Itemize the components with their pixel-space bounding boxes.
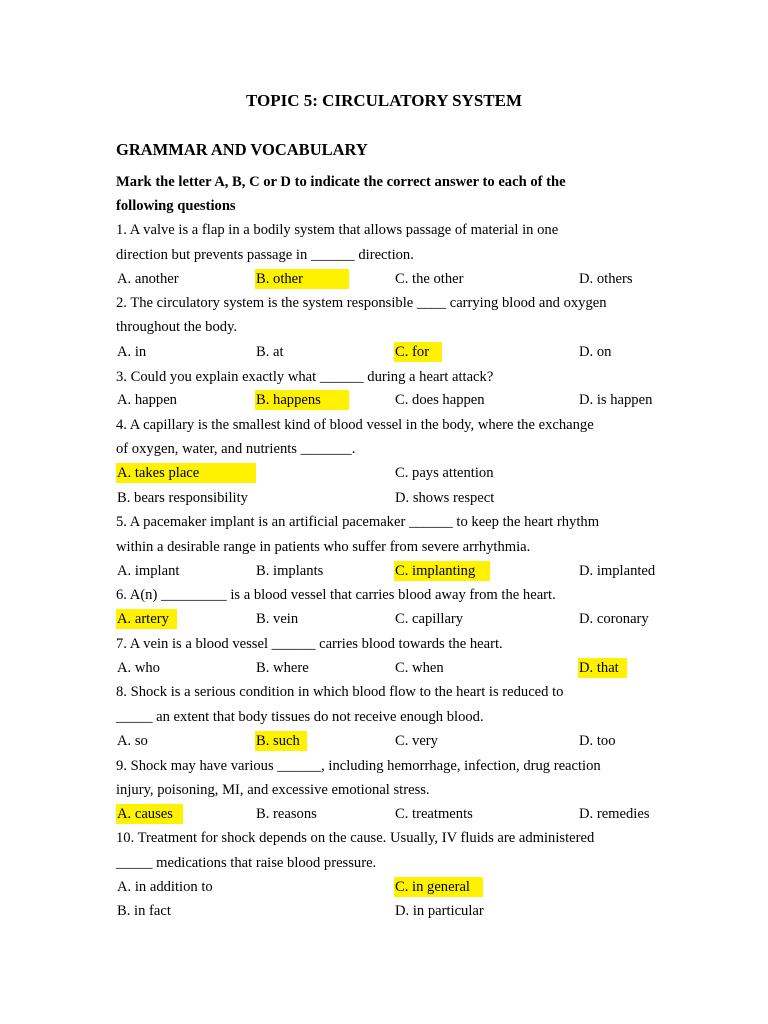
question-7-line-1: 7. A vein is a blood vessel ______ carries blood towards the heart. (116, 636, 503, 652)
q8-option-a: A. so (117, 733, 148, 749)
q1-option-c: C. the other (395, 271, 464, 287)
q9-option-a-answer: A. causes (116, 804, 183, 824)
question-1-line-1: 1. A valve is a flap in a bodily system that allows passage of material in one (116, 222, 559, 238)
question-10-line-2: _____ medications that raise blood pressure. (116, 855, 377, 871)
question-8-line-2: _____ an extent that body tissues do not receive enough blood. (116, 709, 484, 725)
question-8-line-1: 8. Shock is a serious condition in which blood flow to the heart is reduced to (116, 684, 564, 700)
q6-option-d: D. coronary (579, 611, 649, 627)
q4-option-c: C. pays attention (395, 465, 494, 481)
q2-option-a: A. in (117, 344, 147, 360)
q7-option-a: A. who (117, 660, 160, 676)
question-9-line-2: injury, poisoning, MI, and excessive emotional stress. (116, 782, 430, 798)
q6-option-c: C. capillary (395, 611, 464, 627)
instructions-line-2: following questions (116, 198, 236, 214)
q8-option-c: C. very (395, 733, 438, 749)
q5-option-b: B. implants (256, 563, 324, 579)
question-6-line-1: 6. A(n) _________ is a blood vessel that carries blood away from the heart. (116, 587, 556, 603)
page-title: TOPIC 5: CIRCULATORY SYSTEM (245, 91, 522, 110)
question-9-line-1: 9. Shock may have various ______, including hemorrhage, infection, drug reaction (116, 758, 601, 774)
q2-option-d: D. on (579, 344, 612, 360)
q8-option-d: D. too (579, 733, 616, 749)
question-10-line-1: 10. Treatment for shock depends on the cause. Usually, IV fluids are administered (116, 830, 595, 846)
q10-option-a: A. in addition to (117, 879, 213, 895)
q10-option-d: D. in particular (395, 903, 484, 919)
instructions-line-1: Mark the letter A, B, C or D to indicate the correct answer to each of the (116, 174, 566, 190)
q6-option-a-answer: A. artery (116, 609, 177, 629)
question-4-line-1: 4. A capillary is the smallest kind of blood vessel in the body, where the exchange (116, 417, 594, 433)
question-2-line-1: 2. The circulatory system is the system responsible ____ carrying blood and oxygen (116, 295, 607, 311)
q9-option-c: C. treatments (395, 806, 473, 822)
q3-option-b-answer: B. happens (255, 390, 349, 410)
q3-option-d: D. is happen (579, 392, 653, 408)
q4-option-a-answer: A. takes place (116, 463, 256, 483)
question-1-line-2: direction but prevents passage in ______ direction. (116, 247, 414, 263)
question-4-line-2: of oxygen, water, and nutrients _______. (116, 441, 356, 457)
q5-option-d: D. implanted (579, 563, 656, 579)
q9-option-d: D. remedies (579, 806, 650, 822)
q5-option-a: A. implant (117, 563, 180, 579)
q7-option-c: C. when (395, 660, 444, 676)
q1-option-d: D. others (579, 271, 633, 287)
q10-option-b: B. in fact (117, 903, 171, 919)
question-2-line-2: throughout the body. (116, 319, 238, 335)
q4-option-d: D. shows respect (395, 490, 495, 506)
q3-option-a: A. happen (117, 392, 177, 408)
q7-option-b: B. where (256, 660, 309, 676)
q2-option-b: B. at (256, 344, 284, 360)
q7-option-d-answer: D. that (578, 658, 627, 678)
q4-option-b: B. bears responsibility (117, 490, 248, 506)
q5-option-c-answer: C. implanting (394, 561, 490, 581)
q2-option-c-answer: C. for (394, 342, 442, 362)
question-5-line-1: 5. A pacemaker implant is an artificial pacemaker ______ to keep the heart rhythm (116, 514, 600, 530)
question-3-line-1: 3. Could you explain exactly what ______ during a heart attack? (116, 369, 494, 385)
q1-option-a: A. another (117, 271, 179, 287)
question-5-line-2: within a desirable range in patients who suffer from severe arrhythmia. (116, 539, 531, 555)
q6-option-b: B. vein (256, 611, 299, 627)
section-heading: GRAMMAR AND VOCABULARY (116, 140, 368, 159)
q3-option-c: C. does happen (395, 392, 485, 408)
q8-option-b-answer: B. such (255, 731, 307, 751)
q1-option-b-answer: B. other (255, 269, 349, 289)
q9-option-b: B. reasons (256, 806, 317, 822)
q10-option-c-answer: C. in general (394, 877, 483, 897)
